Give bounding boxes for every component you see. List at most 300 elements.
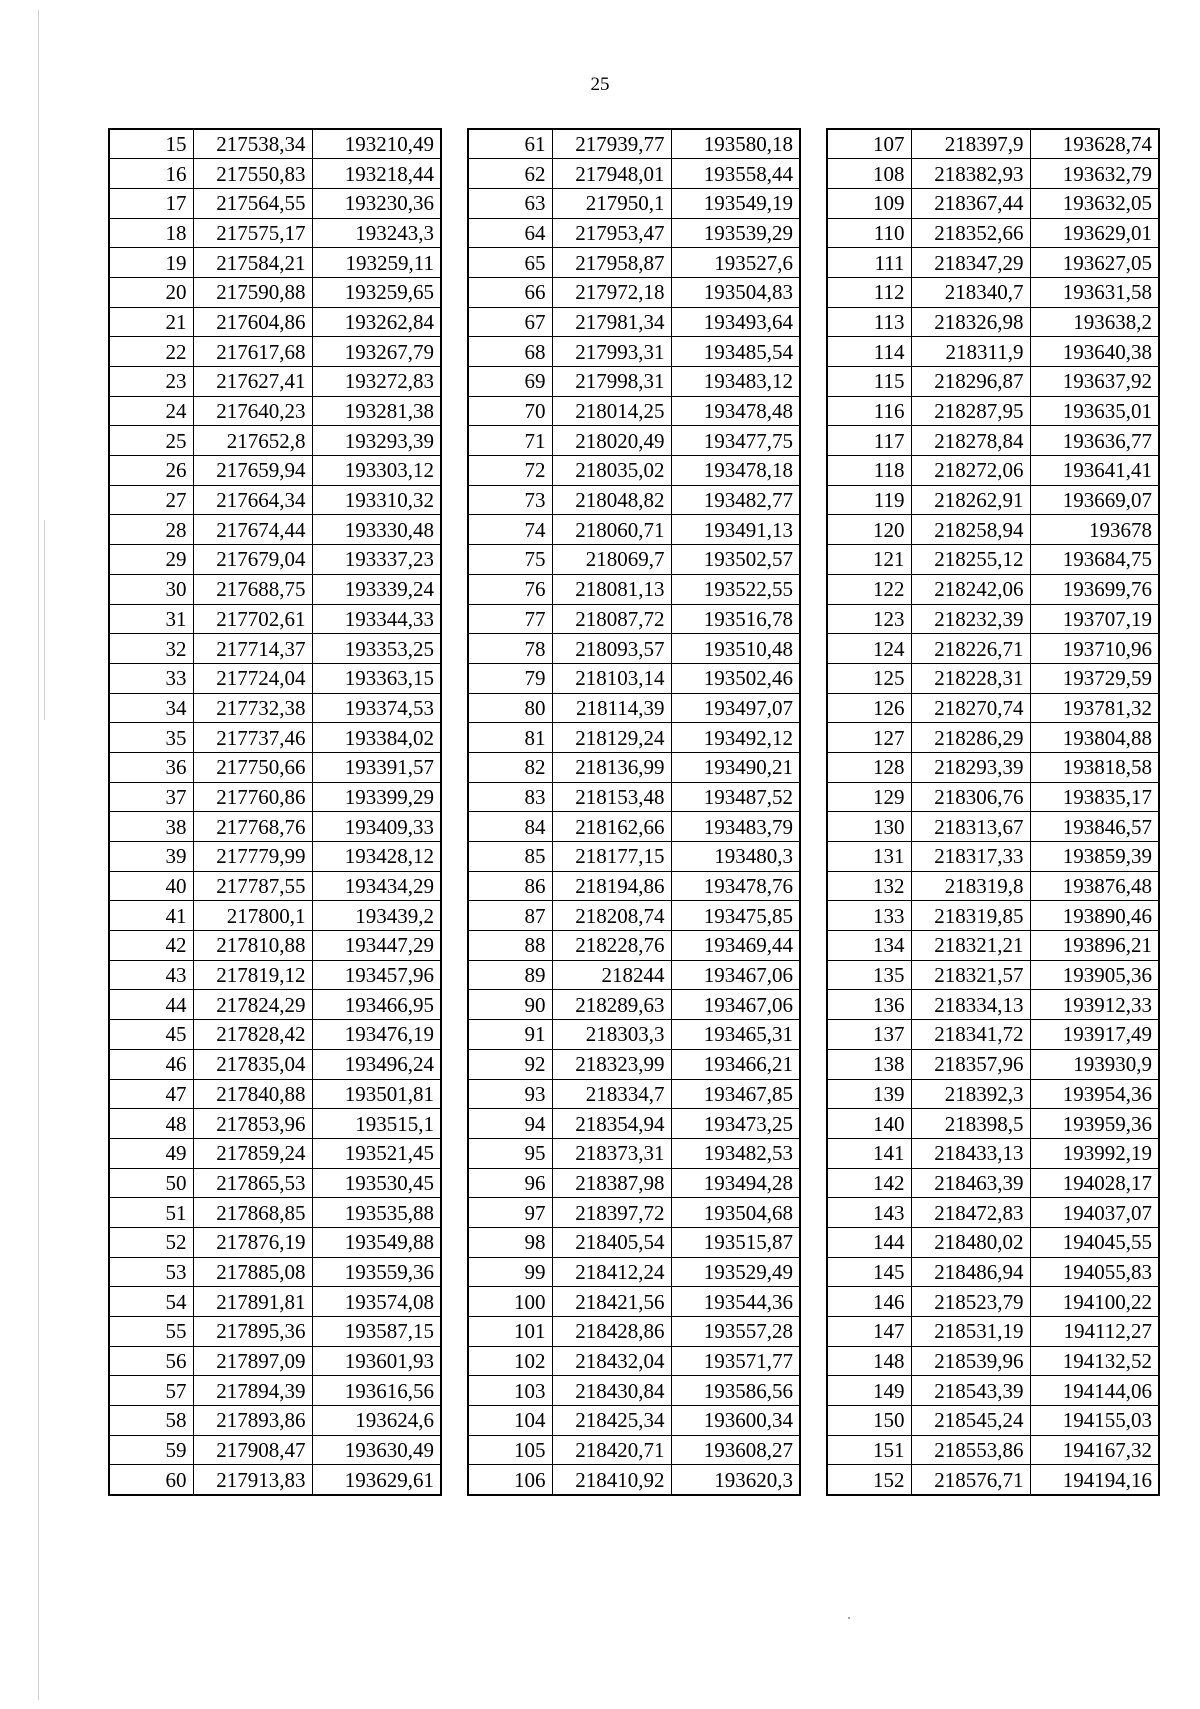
table-row	[109, 218, 441, 248]
point-number-cell: 65	[468, 248, 552, 278]
y-coordinate-cell: 193876,48	[1030, 871, 1159, 901]
y-coordinate-cell: 193600,34	[671, 1406, 800, 1436]
x-coordinate-cell: 218392,3	[911, 1079, 1030, 1109]
x-coordinate-cell: 218397,72	[552, 1198, 671, 1228]
table-row	[827, 159, 1159, 189]
point-number-cell: 95	[468, 1138, 552, 1168]
x-coordinate-cell: 218014,25	[552, 396, 671, 426]
table-row	[109, 842, 441, 872]
table-row	[468, 1049, 800, 1079]
point-number-cell: 109	[827, 188, 911, 218]
x-coordinate-cell: 218432,04	[552, 1346, 671, 1376]
table-row	[468, 277, 800, 307]
y-coordinate-cell: 193530,45	[312, 1168, 441, 1198]
table-row	[827, 782, 1159, 812]
point-number-cell: 57	[109, 1376, 193, 1406]
y-coordinate-cell: 193483,79	[671, 812, 800, 842]
point-number-cell: 85	[468, 842, 552, 872]
y-coordinate-cell: 193549,88	[312, 1227, 441, 1257]
table-row	[468, 426, 800, 456]
x-coordinate-cell: 218035,02	[552, 456, 671, 486]
scan-speck	[848, 1617, 850, 1619]
x-coordinate-cell: 217652,8	[193, 426, 312, 456]
point-number-cell: 89	[468, 960, 552, 990]
table-row	[468, 1109, 800, 1139]
table-row	[468, 812, 800, 842]
x-coordinate-cell: 218334,7	[552, 1079, 671, 1109]
table-row	[827, 723, 1159, 753]
x-coordinate-cell: 218576,71	[911, 1465, 1030, 1495]
x-coordinate-cell: 218367,44	[911, 188, 1030, 218]
point-number-cell: 79	[468, 663, 552, 693]
x-coordinate-cell: 218136,99	[552, 752, 671, 782]
y-coordinate-cell: 193580,18	[671, 129, 800, 159]
y-coordinate-cell: 193846,57	[1030, 812, 1159, 842]
point-number-cell: 147	[827, 1317, 911, 1347]
point-number-cell: 111	[827, 248, 911, 278]
table-row	[109, 782, 441, 812]
y-coordinate-cell: 194100,22	[1030, 1287, 1159, 1317]
point-number-cell: 149	[827, 1376, 911, 1406]
y-coordinate-cell: 193480,3	[671, 842, 800, 872]
table-row	[109, 188, 441, 218]
x-coordinate-cell: 218232,39	[911, 604, 1030, 634]
point-number-cell: 133	[827, 901, 911, 931]
table-row	[827, 1138, 1159, 1168]
point-number-cell: 58	[109, 1406, 193, 1436]
point-number-cell: 132	[827, 871, 911, 901]
point-number-cell: 120	[827, 515, 911, 545]
x-coordinate-cell: 217664,34	[193, 485, 312, 515]
coordinates-table-2	[467, 128, 801, 1496]
x-coordinate-cell: 218060,71	[552, 515, 671, 545]
table-row	[109, 1376, 441, 1406]
x-coordinate-cell: 218278,84	[911, 426, 1030, 456]
table-row	[109, 1168, 441, 1198]
y-coordinate-cell: 193529,49	[671, 1257, 800, 1287]
point-number-cell: 19	[109, 248, 193, 278]
y-coordinate-cell: 194194,16	[1030, 1465, 1159, 1495]
x-coordinate-cell: 218420,71	[552, 1435, 671, 1465]
point-number-cell: 44	[109, 990, 193, 1020]
x-coordinate-cell: 217760,86	[193, 782, 312, 812]
table-row	[109, 1138, 441, 1168]
point-number-cell: 114	[827, 337, 911, 367]
table-row	[468, 1346, 800, 1376]
x-coordinate-cell: 218463,39	[911, 1168, 1030, 1198]
x-coordinate-cell: 218347,29	[911, 248, 1030, 278]
x-coordinate-cell: 218412,24	[552, 1257, 671, 1287]
table-row	[827, 1435, 1159, 1465]
point-number-cell: 33	[109, 663, 193, 693]
point-number-cell: 74	[468, 515, 552, 545]
table-row	[468, 693, 800, 723]
table-row	[827, 1257, 1159, 1287]
x-coordinate-cell: 218397,9	[911, 129, 1030, 159]
point-number-cell: 28	[109, 515, 193, 545]
table-row	[827, 1376, 1159, 1406]
table-row	[109, 901, 441, 931]
x-coordinate-cell: 218354,94	[552, 1109, 671, 1139]
point-number-cell: 90	[468, 990, 552, 1020]
x-coordinate-cell: 218433,13	[911, 1138, 1030, 1168]
y-coordinate-cell: 193478,76	[671, 871, 800, 901]
point-number-cell: 49	[109, 1138, 193, 1168]
x-coordinate-cell: 217737,46	[193, 723, 312, 753]
point-number-cell: 76	[468, 574, 552, 604]
point-number-cell: 39	[109, 842, 193, 872]
x-coordinate-cell: 217893,86	[193, 1406, 312, 1436]
y-coordinate-cell: 193374,53	[312, 693, 441, 723]
y-coordinate-cell: 193638,2	[1030, 307, 1159, 337]
point-number-cell: 35	[109, 723, 193, 753]
x-coordinate-cell: 218103,14	[552, 663, 671, 693]
point-number-cell: 23	[109, 367, 193, 397]
x-coordinate-cell: 217538,34	[193, 129, 312, 159]
point-number-cell: 25	[109, 426, 193, 456]
point-number-cell: 139	[827, 1079, 911, 1109]
x-coordinate-cell: 218317,33	[911, 842, 1030, 872]
x-coordinate-cell: 217627,41	[193, 367, 312, 397]
point-number-cell: 98	[468, 1227, 552, 1257]
table-row	[468, 515, 800, 545]
x-coordinate-cell: 217868,85	[193, 1198, 312, 1228]
point-number-cell: 15	[109, 129, 193, 159]
y-coordinate-cell: 193353,25	[312, 634, 441, 664]
table-row	[468, 990, 800, 1020]
y-coordinate-cell: 193905,36	[1030, 960, 1159, 990]
table-row	[468, 1168, 800, 1198]
table-row	[827, 752, 1159, 782]
y-coordinate-cell: 193384,02	[312, 723, 441, 753]
table-row	[468, 1020, 800, 1050]
y-coordinate-cell: 193477,75	[671, 426, 800, 456]
x-coordinate-cell: 218020,49	[552, 426, 671, 456]
x-coordinate-cell: 218421,56	[552, 1287, 671, 1317]
x-coordinate-cell: 218357,96	[911, 1049, 1030, 1079]
point-number-cell: 144	[827, 1227, 911, 1257]
point-number-cell: 151	[827, 1435, 911, 1465]
point-number-cell: 128	[827, 752, 911, 782]
page-number: 25	[590, 74, 610, 95]
y-coordinate-cell: 193804,88	[1030, 723, 1159, 753]
y-coordinate-cell: 193475,85	[671, 901, 800, 931]
y-coordinate-cell: 193281,38	[312, 396, 441, 426]
x-coordinate-cell: 218228,76	[552, 931, 671, 961]
table-row	[827, 1109, 1159, 1139]
y-coordinate-cell: 193272,83	[312, 367, 441, 397]
point-number-cell: 20	[109, 277, 193, 307]
table-row	[468, 456, 800, 486]
point-number-cell: 71	[468, 426, 552, 456]
x-coordinate-cell: 217702,61	[193, 604, 312, 634]
y-coordinate-cell: 193267,79	[312, 337, 441, 367]
y-coordinate-cell: 193482,77	[671, 485, 800, 515]
point-number-cell: 56	[109, 1346, 193, 1376]
table-row	[827, 248, 1159, 278]
y-coordinate-cell: 193992,19	[1030, 1138, 1159, 1168]
y-coordinate-cell: 194112,27	[1030, 1317, 1159, 1347]
y-coordinate-cell: 193890,46	[1030, 901, 1159, 931]
y-coordinate-cell: 193557,28	[671, 1317, 800, 1347]
x-coordinate-cell: 217876,19	[193, 1227, 312, 1257]
y-coordinate-cell: 193574,08	[312, 1287, 441, 1317]
table-row	[109, 307, 441, 337]
y-coordinate-cell: 193457,96	[312, 960, 441, 990]
x-coordinate-cell: 218293,39	[911, 752, 1030, 782]
point-number-cell: 136	[827, 990, 911, 1020]
x-coordinate-cell: 218341,72	[911, 1020, 1030, 1050]
point-number-cell: 73	[468, 485, 552, 515]
x-coordinate-cell: 218153,48	[552, 782, 671, 812]
x-coordinate-cell: 218523,79	[911, 1287, 1030, 1317]
point-number-cell: 30	[109, 574, 193, 604]
y-coordinate-cell: 194155,03	[1030, 1406, 1159, 1436]
y-coordinate-cell: 193501,81	[312, 1079, 441, 1109]
point-number-cell: 105	[468, 1435, 552, 1465]
point-number-cell: 63	[468, 188, 552, 218]
table-row	[468, 1227, 800, 1257]
y-coordinate-cell: 193293,39	[312, 426, 441, 456]
table-row	[109, 990, 441, 1020]
table-row	[827, 337, 1159, 367]
y-coordinate-cell: 193478,48	[671, 396, 800, 426]
y-coordinate-cell: 193896,21	[1030, 931, 1159, 961]
y-coordinate-cell: 193467,06	[671, 990, 800, 1020]
y-coordinate-cell: 193587,15	[312, 1317, 441, 1347]
y-coordinate-cell: 193490,21	[671, 752, 800, 782]
table-row	[109, 129, 441, 159]
table-row	[827, 307, 1159, 337]
x-coordinate-cell: 218539,96	[911, 1346, 1030, 1376]
table-row	[468, 604, 800, 634]
x-coordinate-cell: 218543,39	[911, 1376, 1030, 1406]
table-row	[827, 901, 1159, 931]
table-row	[109, 1049, 441, 1079]
y-coordinate-cell: 193549,19	[671, 188, 800, 218]
x-coordinate-cell: 217714,37	[193, 634, 312, 664]
table-row	[109, 545, 441, 575]
x-coordinate-cell: 218194,86	[552, 871, 671, 901]
table-row	[468, 545, 800, 575]
x-coordinate-cell: 218228,31	[911, 663, 1030, 693]
y-coordinate-cell: 193669,07	[1030, 485, 1159, 515]
x-coordinate-cell: 218326,98	[911, 307, 1030, 337]
table-row	[468, 782, 800, 812]
point-number-cell: 140	[827, 1109, 911, 1139]
x-coordinate-cell: 217779,99	[193, 842, 312, 872]
point-number-cell: 93	[468, 1079, 552, 1109]
y-coordinate-cell: 193635,01	[1030, 396, 1159, 426]
x-coordinate-cell: 218313,67	[911, 812, 1030, 842]
x-coordinate-cell: 218373,31	[552, 1138, 671, 1168]
table-row	[827, 129, 1159, 159]
y-coordinate-cell: 193330,48	[312, 515, 441, 545]
table-row	[827, 1227, 1159, 1257]
point-number-cell: 110	[827, 218, 911, 248]
x-coordinate-cell: 218162,66	[552, 812, 671, 842]
y-coordinate-cell: 193466,95	[312, 990, 441, 1020]
x-coordinate-cell: 218087,72	[552, 604, 671, 634]
point-number-cell: 100	[468, 1287, 552, 1317]
point-number-cell: 17	[109, 188, 193, 218]
y-coordinate-cell: 193469,44	[671, 931, 800, 961]
y-coordinate-cell: 193259,65	[312, 277, 441, 307]
table-row	[468, 218, 800, 248]
y-coordinate-cell: 193636,77	[1030, 426, 1159, 456]
y-coordinate-cell: 193504,68	[671, 1198, 800, 1228]
table-row	[109, 960, 441, 990]
x-coordinate-cell: 218387,98	[552, 1168, 671, 1198]
table-row	[468, 842, 800, 872]
table-row	[827, 545, 1159, 575]
x-coordinate-cell: 217993,31	[552, 337, 671, 367]
y-coordinate-cell: 193467,06	[671, 960, 800, 990]
point-number-cell: 51	[109, 1198, 193, 1228]
table-row	[827, 1168, 1159, 1198]
y-coordinate-cell: 193230,36	[312, 188, 441, 218]
table-row	[827, 1406, 1159, 1436]
x-coordinate-cell: 217550,83	[193, 159, 312, 189]
y-coordinate-cell: 193516,78	[671, 604, 800, 634]
table-row	[827, 931, 1159, 961]
x-coordinate-cell: 218177,15	[552, 842, 671, 872]
point-number-cell: 41	[109, 901, 193, 931]
y-coordinate-cell: 193482,53	[671, 1138, 800, 1168]
scan-edge-line	[38, 10, 39, 1700]
table-row	[109, 931, 441, 961]
x-coordinate-cell: 218272,06	[911, 456, 1030, 486]
y-coordinate-cell: 193631,58	[1030, 277, 1159, 307]
y-coordinate-cell: 194144,06	[1030, 1376, 1159, 1406]
y-coordinate-cell: 193339,24	[312, 574, 441, 604]
y-coordinate-cell: 193930,9	[1030, 1049, 1159, 1079]
table-row	[109, 1257, 441, 1287]
x-coordinate-cell: 217824,29	[193, 990, 312, 1020]
table-row	[468, 723, 800, 753]
x-coordinate-cell: 218340,7	[911, 277, 1030, 307]
point-number-cell: 145	[827, 1257, 911, 1287]
table-row	[827, 812, 1159, 842]
table-row	[827, 990, 1159, 1020]
y-coordinate-cell: 193535,88	[312, 1198, 441, 1228]
table-row	[109, 277, 441, 307]
point-number-cell: 142	[827, 1168, 911, 1198]
y-coordinate-cell: 193637,92	[1030, 367, 1159, 397]
table-row	[468, 248, 800, 278]
table-row	[109, 159, 441, 189]
x-coordinate-cell: 218093,57	[552, 634, 671, 664]
y-coordinate-cell: 193539,29	[671, 218, 800, 248]
point-number-cell: 38	[109, 812, 193, 842]
y-coordinate-cell: 193502,57	[671, 545, 800, 575]
x-coordinate-cell: 218319,8	[911, 871, 1030, 901]
table-row	[827, 1079, 1159, 1109]
point-number-cell: 130	[827, 812, 911, 842]
point-number-cell: 121	[827, 545, 911, 575]
y-coordinate-cell: 193510,48	[671, 634, 800, 664]
point-number-cell: 81	[468, 723, 552, 753]
point-number-cell: 53	[109, 1257, 193, 1287]
table-row	[468, 901, 800, 931]
x-coordinate-cell: 218270,74	[911, 693, 1030, 723]
point-number-cell: 27	[109, 485, 193, 515]
point-number-cell: 59	[109, 1435, 193, 1465]
x-coordinate-cell: 218410,92	[552, 1465, 671, 1495]
x-coordinate-cell: 218286,29	[911, 723, 1030, 753]
table-row	[827, 960, 1159, 990]
y-coordinate-cell: 193491,13	[671, 515, 800, 545]
y-coordinate-cell: 193478,18	[671, 456, 800, 486]
y-coordinate-cell: 193259,11	[312, 248, 441, 278]
point-number-cell: 97	[468, 1198, 552, 1228]
table-row	[827, 485, 1159, 515]
y-coordinate-cell: 193522,55	[671, 574, 800, 604]
y-coordinate-cell: 193493,64	[671, 307, 800, 337]
x-coordinate-cell: 218334,13	[911, 990, 1030, 1020]
point-number-cell: 103	[468, 1376, 552, 1406]
point-number-cell: 54	[109, 1287, 193, 1317]
x-coordinate-cell: 218287,95	[911, 396, 1030, 426]
table-row	[468, 1406, 800, 1436]
table-row	[827, 396, 1159, 426]
x-coordinate-cell: 218255,12	[911, 545, 1030, 575]
point-number-cell: 16	[109, 159, 193, 189]
point-number-cell: 34	[109, 693, 193, 723]
point-number-cell: 148	[827, 1346, 911, 1376]
y-coordinate-cell: 193781,32	[1030, 693, 1159, 723]
y-coordinate-cell: 193466,21	[671, 1049, 800, 1079]
table-row	[468, 752, 800, 782]
x-coordinate-cell: 217895,36	[193, 1317, 312, 1347]
y-coordinate-cell: 193620,3	[671, 1465, 800, 1495]
point-number-cell: 115	[827, 367, 911, 397]
y-coordinate-cell: 193447,29	[312, 931, 441, 961]
x-coordinate-cell: 218553,86	[911, 1435, 1030, 1465]
x-coordinate-cell: 218480,02	[911, 1227, 1030, 1257]
x-coordinate-cell: 218319,85	[911, 901, 1030, 931]
y-coordinate-cell: 193601,93	[312, 1346, 441, 1376]
point-number-cell: 22	[109, 337, 193, 367]
table-row	[827, 188, 1159, 218]
scan-edge-line	[44, 520, 45, 720]
point-number-cell: 138	[827, 1049, 911, 1079]
table-row	[468, 1376, 800, 1406]
x-coordinate-cell: 217768,76	[193, 812, 312, 842]
point-number-cell: 62	[468, 159, 552, 189]
y-coordinate-cell: 193428,12	[312, 842, 441, 872]
x-coordinate-cell: 217590,88	[193, 277, 312, 307]
x-coordinate-cell: 217908,47	[193, 1435, 312, 1465]
y-coordinate-cell: 193629,61	[312, 1465, 441, 1495]
point-number-cell: 146	[827, 1287, 911, 1317]
table-row	[468, 129, 800, 159]
x-coordinate-cell: 217835,04	[193, 1049, 312, 1079]
y-coordinate-cell: 193641,41	[1030, 456, 1159, 486]
table-row	[827, 604, 1159, 634]
point-number-cell: 80	[468, 693, 552, 723]
y-coordinate-cell: 193699,76	[1030, 574, 1159, 604]
point-number-cell: 143	[827, 1198, 911, 1228]
y-coordinate-cell: 193544,36	[671, 1287, 800, 1317]
point-number-cell: 75	[468, 545, 552, 575]
x-coordinate-cell: 217750,66	[193, 752, 312, 782]
table-row	[468, 574, 800, 604]
point-number-cell: 124	[827, 634, 911, 664]
x-coordinate-cell: 217859,24	[193, 1138, 312, 1168]
table-row	[109, 1465, 441, 1495]
point-number-cell: 69	[468, 367, 552, 397]
